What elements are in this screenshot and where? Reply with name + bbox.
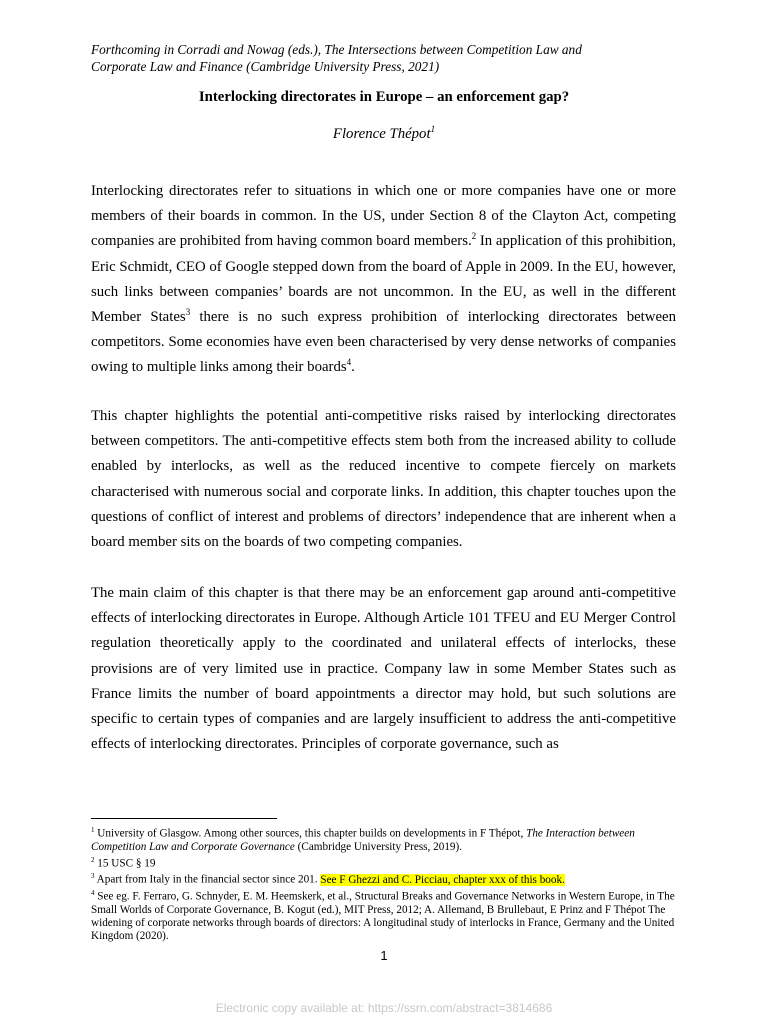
footnote-3-highlighted-text: See F Ghezzi and C. Picciau, chapter xxx of this book. [320, 874, 565, 887]
footnote-3-text: Apart from Italy in the financial sector since 201. [94, 874, 321, 887]
footnote-4-text: See eg. F. Ferraro, G. Schnyder, E. M. Heemskerk, et al., Structural Breaks and Governance Networks in Western Europe, in The Small Worlds of Corporate Governance, B. Kogut (ed.), MIT Press, 2012; A. Allemand, B Brullebaut, E Prinz and F Thépot The widening of corporate networks through boards of directors: A longitudinal study of interlocks in France, Germany and the United Kingdom (2020). [91, 890, 675, 942]
footnote-2 [91, 854, 677, 871]
paragraph-1-text-c: there is no such express prohibition of interlocking directorates between competitors. Some economies have even been characterised by very dense networks of companies owing to multiple links among their boards [91, 309, 677, 376]
author-footnote-ref[interactable]: 1 [430, 124, 436, 134]
footnote-1-book-title: The Interaction between Competition Law and Corporate Governance [91, 827, 635, 853]
paragraph-1-text-a: Interlocking directorates refer to situations in which one or more companies have one or more members of their boards in common. In the US, under Section 8 of the Clayton Act, competing companies are prohibited from having common board members. [91, 183, 676, 250]
ssrn-availability-footer[interactable]: Electronic copy available at: https://ssrn.com/abstract=3814686 [215, 1001, 553, 1015]
footnote-1-text-b: (Cambridge University Press, 2019). [294, 840, 463, 853]
publication-note-line-2: Corporate Law and Finance (Cambridge University Press, 2021) [91, 58, 440, 74]
footnote-3 [91, 870, 677, 887]
footnote-3-number: 3 [91, 872, 95, 881]
footnote-1 [91, 824, 677, 854]
paragraph-1-text-b: In application of this prohibition, Eric Schmidt, CEO of Google stepped down from the board of Apple in 2009. In the EU, however, such links between companies’ boards are not uncommon. In the EU, as well in the different Member States [91, 233, 676, 326]
footnote-1-text-a: University of Glasgow. Among other sources, this chapter builds on developments in F Thépot, [94, 827, 527, 840]
publication-note-line-1: Forthcoming in Corradi and Nowag (eds.), The Intersections between Competition Law and [91, 42, 582, 57]
footnote-2-text: 15 USC § 19 [94, 857, 156, 870]
footnote-1-number: 1 [91, 826, 95, 834]
page-number: 1 [380, 948, 388, 963]
footnote-ref-3[interactable]: 3 [185, 307, 191, 318]
body-paragraph-3: The main claim of this chapter is that there may be an enforcement gap around anti-competitive effects of interlocking directorates in Europe. Although Article 101 TFEU and EU Merger Control regulation theoretically apply to the coordinated and unilateral effects of interlocks, these provisions are of very limited use in practice. Company law in some Member States such as France limits the number of board appointments a director may hold, but such solutions are specific to certain types of companies and are largely insufficient to address the anti-competitive effects of interlocking directorates. Principles of corporate governance, such as [91, 585, 676, 753]
author-name: Florence Thépot [332, 125, 431, 142]
chapter-title: Interlocking directorates in Europe – an enforcement gap? [198, 89, 570, 105]
footnote-ref-2[interactable]: 2 [471, 231, 477, 242]
footnotes-section [91, 824, 677, 943]
footnote-4 [91, 887, 677, 943]
author-line [0, 124, 768, 143]
publication-note [91, 42, 691, 75]
body-paragraph-1 [91, 179, 676, 381]
footnote-ref-4[interactable]: 4 [346, 357, 352, 368]
footnote-4-number: 4 [91, 889, 95, 898]
footnote-divider [91, 818, 277, 819]
footnote-2-number: 2 [91, 855, 95, 864]
body-paragraph-2: This chapter highlights the potential anti-competitive risks raised by interlocking directorates between competitors. The anti-competitive effects stem both from the increased ability to collude enabled by interlocks, as well as the reduced incentive to compete fiercely on markets characterised with numerous social and corporate links. In addition, this chapter touches upon the questions of conflict of interest and problems of directors’ independence that are inherent when a board member sits on the boards of two competing companies. [91, 408, 676, 551]
paragraph-1-text-d: . [351, 359, 355, 376]
